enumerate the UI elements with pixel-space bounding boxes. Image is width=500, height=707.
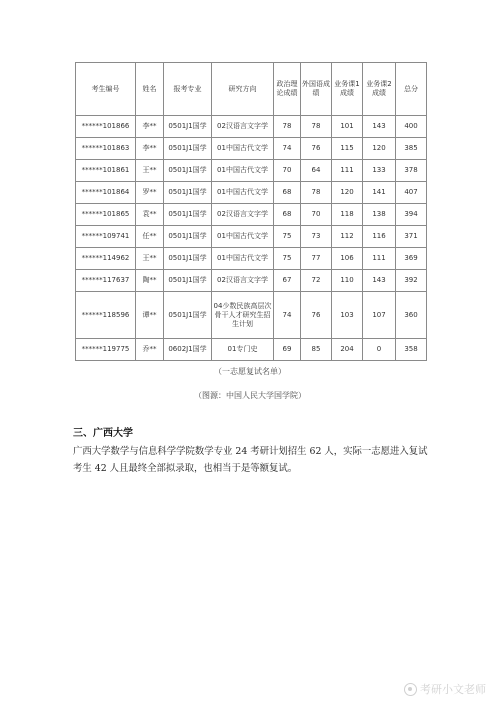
table-cell: 360: [396, 292, 427, 339]
table-cell: 李**: [136, 138, 164, 160]
table-cell: 112: [332, 226, 363, 248]
table-cell: 罗**: [136, 182, 164, 204]
table-cell: 李**: [136, 116, 164, 138]
table-cell: 04少数民族高层次骨干人才研究生招生计划: [212, 292, 274, 339]
table-row: [76, 204, 427, 226]
table-cell: 76: [301, 138, 332, 160]
table-cell: 0: [363, 339, 396, 361]
table-cell: 72: [301, 270, 332, 292]
table-cell: ******101863: [76, 138, 136, 160]
section-heading: 三、广西大学: [73, 428, 133, 439]
table-cell: 78: [301, 116, 332, 138]
table-cell: 75: [274, 226, 301, 248]
table-cell: 407: [396, 182, 427, 204]
table-row: [76, 116, 427, 138]
table-cell: 138: [363, 204, 396, 226]
table-cell: 107: [363, 292, 396, 339]
table-cell: 王**: [136, 248, 164, 270]
table-cell: 68: [274, 204, 301, 226]
table-row: [76, 292, 427, 339]
table-cell: 77: [301, 248, 332, 270]
header-cell: 姓名: [136, 63, 164, 116]
table-cell: 378: [396, 160, 427, 182]
table-cell: 85: [301, 339, 332, 361]
table-cell: 67: [274, 270, 301, 292]
table-cell: 68: [274, 182, 301, 204]
table-caption: （一志愿复试名单）: [214, 367, 286, 376]
table-cell: 111: [363, 248, 396, 270]
table-row: [76, 138, 427, 160]
table-cell: 204: [332, 339, 363, 361]
table-cell: 120: [363, 138, 396, 160]
table-cell: 78: [301, 182, 332, 204]
header-cell: 总分: [396, 63, 427, 116]
table-cell: 01中国古代文学: [212, 160, 274, 182]
table-cell: 141: [363, 182, 396, 204]
table-cell: 0501J1国学: [164, 182, 212, 204]
admission-table-container: [75, 62, 426, 361]
table-cell: 106: [332, 248, 363, 270]
header-cell: 考生编号: [76, 63, 136, 116]
table-cell: 394: [396, 204, 427, 226]
table-header-row: [76, 63, 427, 116]
table-cell: 谭**: [136, 292, 164, 339]
table-cell: 01中国古代文学: [212, 248, 274, 270]
table-cell: 101: [332, 116, 363, 138]
table-cell: 133: [363, 160, 396, 182]
header-cell: 报考专业: [164, 63, 212, 116]
table-cell: 02汉语言文字学: [212, 204, 274, 226]
camera-logo-icon: [404, 683, 417, 696]
table-cell: 0501J1国学: [164, 270, 212, 292]
table-cell: 0602J1国学: [164, 339, 212, 361]
watermark: [404, 681, 486, 697]
table-cell: 120: [332, 182, 363, 204]
table-cell: 143: [363, 270, 396, 292]
header-cell: 研究方向: [212, 63, 274, 116]
table-cell: 70: [274, 160, 301, 182]
table-cell: 371: [396, 226, 427, 248]
table-cell: 王**: [136, 160, 164, 182]
table-cell: ******118596: [76, 292, 136, 339]
table-cell: 69: [274, 339, 301, 361]
table-cell: 0501J1国学: [164, 160, 212, 182]
table-cell: 103: [332, 292, 363, 339]
table-row: [76, 339, 427, 361]
image-source-caption: （图源：中国人民大学国学院）: [194, 391, 306, 400]
table-cell: 74: [274, 292, 301, 339]
table-cell: 02汉语言文字学: [212, 270, 274, 292]
table-row: [76, 160, 427, 182]
table-cell: 78: [274, 116, 301, 138]
table-cell: 358: [396, 339, 427, 361]
table-cell: 陶**: [136, 270, 164, 292]
header-cell: 政治理论成绩: [274, 63, 301, 116]
table-cell: 0501J1国学: [164, 248, 212, 270]
table-cell: 76: [301, 292, 332, 339]
table-cell: 116: [363, 226, 396, 248]
table-row: [76, 248, 427, 270]
table-cell: 73: [301, 226, 332, 248]
header-cell: 业务课1成绩: [332, 63, 363, 116]
table-row: [76, 182, 427, 204]
table-cell: ******101864: [76, 182, 136, 204]
table-cell: 118: [332, 204, 363, 226]
table-cell: 02汉语言文字学: [212, 116, 274, 138]
table-cell: 64: [301, 160, 332, 182]
table-cell: 75: [274, 248, 301, 270]
table-cell: 111: [332, 160, 363, 182]
table-cell: 385: [396, 138, 427, 160]
retest-list-table: [75, 62, 427, 361]
header-cell: 外国语成绩: [301, 63, 332, 116]
table-cell: 乔**: [136, 339, 164, 361]
table-row: [76, 270, 427, 292]
header-cell: 业务课2成绩: [363, 63, 396, 116]
table-cell: 袁**: [136, 204, 164, 226]
table-cell: 115: [332, 138, 363, 160]
table-cell: ******109741: [76, 226, 136, 248]
table-cell: 143: [363, 116, 396, 138]
table-cell: ******101865: [76, 204, 136, 226]
table-cell: 70: [301, 204, 332, 226]
table-cell: 400: [396, 116, 427, 138]
table-cell: 369: [396, 248, 427, 270]
table-cell: 0501J1国学: [164, 116, 212, 138]
table-cell: ******101866: [76, 116, 136, 138]
table-cell: 392: [396, 270, 427, 292]
table-cell: 74: [274, 138, 301, 160]
table-cell: 01专门史: [212, 339, 274, 361]
table-row: [76, 226, 427, 248]
body-paragraph: 广西大学数学与信息科学学院数学专业 24 考研计划招生 62 人，实际一志愿进入复试考生 42 人且最终全部拟录取，也相当于是等额复试。: [73, 446, 428, 474]
table-cell: 01中国古代文学: [212, 182, 274, 204]
table-cell: 110: [332, 270, 363, 292]
table-cell: 01中国古代文学: [212, 226, 274, 248]
table-cell: 0501J1国学: [164, 226, 212, 248]
watermark-text: 考研小文老师: [420, 683, 486, 696]
table-cell: 0501J1国学: [164, 292, 212, 339]
table-cell: ******101861: [76, 160, 136, 182]
table-cell: ******114962: [76, 248, 136, 270]
table-cell: 01中国古代文学: [212, 138, 274, 160]
table-cell: ******117637: [76, 270, 136, 292]
table-cell: 0501J1国学: [164, 204, 212, 226]
table-cell: 任**: [136, 226, 164, 248]
table-cell: ******119775: [76, 339, 136, 361]
table-cell: 0501J1国学: [164, 138, 212, 160]
